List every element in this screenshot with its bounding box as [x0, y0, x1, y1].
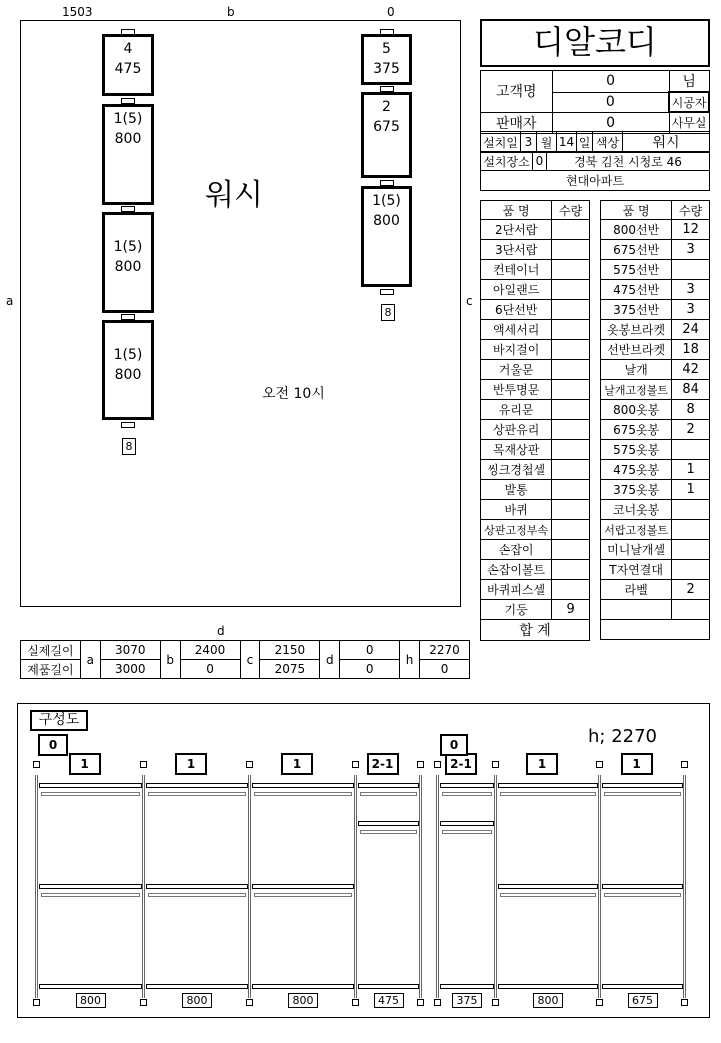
- part-qty[interactable]: [552, 520, 590, 540]
- width-label: 800: [182, 993, 212, 1008]
- part-qty[interactable]: 8: [672, 400, 710, 420]
- table-row: [601, 260, 710, 280]
- customer-value-2[interactable]: 0: [552, 92, 669, 112]
- unit-count: 1(5): [113, 111, 143, 127]
- actual-b[interactable]: 2400: [180, 641, 240, 660]
- post: [248, 775, 251, 998]
- closet-unit[interactable]: [361, 186, 412, 287]
- post-cap: [417, 999, 424, 1006]
- dim-key-h: h: [400, 641, 420, 679]
- table-row: [601, 320, 710, 340]
- post: [35, 775, 38, 998]
- width-label: 800: [76, 993, 106, 1008]
- closet-unit[interactable]: [102, 104, 154, 205]
- part-qty[interactable]: [552, 320, 590, 340]
- part-qty[interactable]: [552, 460, 590, 480]
- shelf: [440, 783, 494, 788]
- hanging-rod: [500, 792, 596, 796]
- part-name: 거울문: [481, 360, 552, 380]
- shelf: [498, 783, 598, 788]
- part-name: 375선반: [601, 300, 672, 320]
- post: [683, 775, 686, 998]
- top-left-dimension: 1503: [62, 5, 93, 19]
- part-name: 상판유리: [481, 420, 552, 440]
- shelf: [602, 783, 683, 788]
- hanging-rod: [360, 792, 417, 796]
- part-name: 475선반: [601, 280, 672, 300]
- table-row: [601, 380, 710, 400]
- honorific-label: 님: [669, 71, 709, 93]
- part-qty[interactable]: 2: [672, 580, 710, 600]
- table-row: [481, 360, 590, 380]
- part-qty[interactable]: [552, 380, 590, 400]
- unit-bubble: 1: [69, 753, 101, 775]
- measurement-table: [20, 640, 470, 679]
- customer-label: 고객명: [481, 71, 553, 113]
- unit-bubble: 1: [175, 753, 207, 775]
- total-empty: [601, 620, 710, 640]
- actual-a[interactable]: 3070: [100, 641, 160, 660]
- part-name: 목재상판: [481, 440, 552, 460]
- shelf: [498, 984, 598, 989]
- shelf: [146, 884, 248, 889]
- top-b-label: b: [227, 5, 235, 19]
- post-cap: [681, 761, 688, 768]
- parts-header: 수량: [672, 201, 710, 220]
- side-a-label: a: [6, 294, 14, 308]
- hanging-rod: [500, 893, 596, 897]
- dim-key-a: a: [80, 641, 100, 679]
- unit-bubble: 1: [281, 753, 313, 775]
- part-name: 씽크경첩셀: [481, 460, 552, 480]
- part-qty[interactable]: [552, 220, 590, 240]
- post-cap: [596, 761, 603, 768]
- shelf: [358, 984, 419, 989]
- product-h[interactable]: 0: [420, 660, 470, 679]
- table-row: [481, 500, 590, 520]
- unit-bubble: 2-1: [367, 753, 399, 775]
- post: [419, 775, 422, 998]
- part-qty[interactable]: [552, 340, 590, 360]
- part-qty[interactable]: [552, 560, 590, 580]
- part-name: 유리문: [481, 400, 552, 420]
- product-b[interactable]: 0: [180, 660, 240, 679]
- hanging-rod: [604, 792, 681, 796]
- post-cap: [492, 999, 499, 1006]
- dim-key-d: d: [320, 641, 340, 679]
- closet-unit[interactable]: [102, 212, 154, 313]
- shelf: [146, 783, 248, 788]
- unit-width: 800: [114, 367, 142, 383]
- part-name: 날개: [601, 360, 672, 380]
- part-qty[interactable]: [552, 440, 590, 460]
- post: [142, 775, 145, 998]
- part-name: 바퀴피스셀: [481, 580, 552, 600]
- part-name: 라벨: [601, 580, 672, 600]
- part-name: 기둥: [481, 600, 552, 620]
- hanging-rod: [148, 893, 246, 897]
- actual-d[interactable]: 0: [340, 641, 400, 660]
- post-cap: [352, 761, 359, 768]
- unit-width: 475: [114, 61, 142, 77]
- table-row: [481, 260, 590, 280]
- part-qty[interactable]: 1: [672, 480, 710, 500]
- unit-width: 800: [373, 213, 400, 229]
- table-row: [601, 500, 710, 520]
- table-row: [481, 480, 590, 500]
- unit-width: 375: [373, 61, 400, 77]
- part-qty[interactable]: [552, 260, 590, 280]
- corner-bubble: 0: [440, 734, 468, 756]
- part-qty[interactable]: [672, 260, 710, 280]
- part-name: 675옷봉: [601, 420, 672, 440]
- shelf: [252, 884, 354, 889]
- part-name: 선반브라켓: [601, 340, 672, 360]
- install-place-value[interactable]: 0: [533, 152, 547, 171]
- unit-count: 1(5): [113, 239, 143, 255]
- actual-h[interactable]: 2270: [420, 641, 470, 660]
- unit-count: 4: [123, 41, 133, 57]
- shelf: [602, 984, 683, 989]
- post-cap: [352, 999, 359, 1006]
- part-name: 액세서리: [481, 320, 552, 340]
- unit-bubble: 1: [526, 753, 558, 775]
- post-cap: [417, 761, 424, 768]
- part-qty[interactable]: [552, 500, 590, 520]
- post-cap: [681, 999, 688, 1006]
- part-name: 800선반: [601, 220, 672, 240]
- part-qty[interactable]: 12: [672, 220, 710, 240]
- table-row: [601, 560, 710, 580]
- part-name: 3단서랍: [481, 240, 552, 260]
- time-label: 오전 10시: [262, 386, 325, 402]
- post-cap: [434, 999, 441, 1006]
- part-qty[interactable]: [552, 420, 590, 440]
- post-cap: [434, 761, 441, 768]
- dim-key-b: b: [160, 641, 180, 679]
- post: [598, 775, 601, 998]
- install-place-label: 설치장소: [481, 152, 533, 171]
- shelf: [252, 984, 354, 989]
- hanging-rod: [41, 792, 140, 796]
- install-place-table: [480, 151, 710, 191]
- part-qty[interactable]: 18: [672, 340, 710, 360]
- part-name: 800옷봉: [601, 400, 672, 420]
- part-qty[interactable]: 2: [672, 420, 710, 440]
- table-row: [601, 400, 710, 420]
- post-cap: [246, 761, 253, 768]
- table-row: [481, 220, 590, 240]
- top-right-dimension: 0: [387, 5, 395, 19]
- shelf: [146, 984, 248, 989]
- shelf: [39, 783, 142, 788]
- unit-width: 800: [114, 259, 142, 275]
- part-name: 바지걸이: [481, 340, 552, 360]
- table-row: [601, 480, 710, 500]
- post-cap: [33, 761, 40, 768]
- post: [436, 775, 439, 998]
- table-row: [481, 240, 590, 260]
- part-name: 발통: [481, 480, 552, 500]
- part-name: T자연결대: [601, 560, 672, 580]
- part-qty[interactable]: [672, 520, 710, 540]
- actual-length-label: 실제길이: [21, 641, 81, 660]
- width-label: 475: [374, 993, 404, 1008]
- part-name: 6단선반: [481, 300, 552, 320]
- part-name: 미니날개셀: [601, 540, 672, 560]
- install-date-table: [480, 131, 710, 153]
- post-cap: [140, 999, 147, 1006]
- dim-key-c: c: [240, 641, 260, 679]
- customer-info-table: [480, 70, 710, 134]
- product-length-label: 제품길이: [21, 660, 81, 679]
- shelf: [39, 884, 142, 889]
- part-qty[interactable]: 3: [672, 240, 710, 260]
- hanging-rod: [41, 893, 140, 897]
- table-row: [481, 420, 590, 440]
- seller-value[interactable]: 0: [552, 112, 669, 133]
- shelf: [252, 783, 354, 788]
- shelf: [39, 984, 142, 989]
- part-name: 손잡이: [481, 540, 552, 560]
- part-name: 575옷봉: [601, 440, 672, 460]
- table-row: [481, 400, 590, 420]
- table-row: [601, 300, 710, 320]
- post-cap: [596, 999, 603, 1006]
- part-name: 475옷봉: [601, 460, 672, 480]
- shelf: [358, 821, 419, 826]
- table-row: [601, 280, 710, 300]
- hanging-rod: [148, 792, 246, 796]
- table-row: [601, 540, 710, 560]
- part-qty[interactable]: 84: [672, 380, 710, 400]
- table-row: [481, 580, 590, 600]
- table-row: [601, 220, 710, 240]
- unit-width: 800: [114, 131, 142, 147]
- unit-count: 1(5): [372, 193, 401, 209]
- post-cap: [33, 999, 40, 1006]
- unit-cap: [121, 422, 135, 428]
- table-row: [481, 560, 590, 580]
- post: [494, 775, 497, 998]
- table-row: [481, 340, 590, 360]
- part-name: [601, 600, 672, 620]
- unit-count: 1(5): [113, 347, 143, 363]
- table-row: [601, 460, 710, 480]
- part-qty[interactable]: [552, 540, 590, 560]
- apartment-value[interactable]: 현대아파트: [481, 171, 710, 191]
- actual-c[interactable]: 2150: [260, 641, 320, 660]
- table-row: [481, 520, 590, 540]
- table-row: [601, 420, 710, 440]
- day-value[interactable]: 14: [557, 132, 577, 153]
- table-row: [481, 460, 590, 480]
- table-row: [601, 600, 710, 620]
- part-qty[interactable]: [552, 480, 590, 500]
- part-name: 아일랜드: [481, 280, 552, 300]
- shelf: [440, 821, 494, 826]
- part-qty[interactable]: [552, 360, 590, 380]
- part-qty[interactable]: [552, 240, 590, 260]
- address-value[interactable]: 경북 김천 시청로 46: [547, 152, 710, 171]
- side-d-label: d: [217, 624, 225, 638]
- post-cap: [246, 999, 253, 1006]
- part-qty[interactable]: 9: [552, 600, 590, 620]
- product-c[interactable]: 2075: [260, 660, 320, 679]
- closet-unit[interactable]: [102, 320, 154, 420]
- color-label: 색상: [593, 132, 623, 153]
- part-name: 옷봉브라켓: [601, 320, 672, 340]
- table-row: [481, 280, 590, 300]
- room-color-label: 워시: [205, 178, 263, 213]
- table-row: [481, 300, 590, 320]
- part-qty[interactable]: [552, 300, 590, 320]
- part-qty[interactable]: [672, 540, 710, 560]
- table-row: [481, 320, 590, 340]
- table-row: [601, 340, 710, 360]
- part-qty[interactable]: [552, 280, 590, 300]
- table-row: [601, 520, 710, 540]
- seller-label: 판매자: [481, 112, 553, 133]
- composition-canvas[interactable]: [17, 703, 710, 1018]
- hanging-rod: [254, 893, 352, 897]
- closet-unit[interactable]: [102, 34, 154, 96]
- table-row: [481, 380, 590, 400]
- unit-count: 2: [382, 99, 391, 115]
- hanging-rod: [360, 830, 417, 834]
- shelf: [440, 984, 494, 989]
- part-qty[interactable]: 3: [672, 300, 710, 320]
- width-label: 800: [288, 993, 318, 1008]
- installer-label: 시공자: [669, 92, 709, 112]
- product-d[interactable]: 0: [340, 660, 400, 679]
- composition-title: 구성도: [30, 710, 88, 731]
- hanging-rod: [442, 792, 492, 796]
- post: [354, 775, 357, 998]
- hanging-rod: [254, 792, 352, 796]
- part-name: 코너옷봉: [601, 500, 672, 520]
- shelf: [602, 884, 683, 889]
- hanging-rod: [442, 830, 492, 834]
- month-label: 월: [537, 132, 557, 153]
- part-qty[interactable]: [672, 500, 710, 520]
- part-qty[interactable]: [552, 580, 590, 600]
- day-label: 일: [577, 132, 593, 153]
- part-name: 375옷봉: [601, 480, 672, 500]
- closet-unit[interactable]: [361, 34, 412, 85]
- parts-header: 품 명: [601, 201, 672, 220]
- part-qty[interactable]: [672, 560, 710, 580]
- part-name: 바퀴: [481, 500, 552, 520]
- hanging-rod: [604, 893, 681, 897]
- month-value[interactable]: 3: [521, 132, 537, 153]
- part-qty[interactable]: 42: [672, 360, 710, 380]
- install-date-label: 설치일: [481, 132, 521, 153]
- table-row: [601, 240, 710, 260]
- brand-box: 디알코디: [480, 19, 710, 67]
- part-name: 상판고정부속: [481, 520, 552, 540]
- height-text: h; 2270: [588, 726, 658, 747]
- post-cap: [492, 761, 499, 768]
- unit-bubble: 2-1: [445, 753, 477, 775]
- product-a[interactable]: 3000: [100, 660, 160, 679]
- shelf: [498, 884, 598, 889]
- part-qty[interactable]: 24: [672, 320, 710, 340]
- width-label: 800: [533, 993, 563, 1008]
- width-label: 675: [628, 993, 658, 1008]
- part-name: 675선반: [601, 240, 672, 260]
- part-name: 2단서랍: [481, 220, 552, 240]
- table-row: [481, 540, 590, 560]
- color-value[interactable]: 워시: [623, 132, 710, 153]
- table-row: [601, 440, 710, 460]
- pillar-tag: 8: [381, 304, 395, 321]
- parts-header: 품 명: [481, 201, 552, 220]
- unit-width: 675: [373, 119, 400, 135]
- total-label: 합 계: [481, 620, 590, 641]
- shelf: [358, 783, 419, 788]
- part-name: 서랍고정볼트: [601, 520, 672, 540]
- unit-count: 5: [382, 41, 391, 57]
- part-qty[interactable]: [672, 600, 710, 620]
- part-qty[interactable]: 1: [672, 460, 710, 480]
- closet-unit[interactable]: [361, 92, 412, 178]
- side-c-label: c: [466, 294, 473, 308]
- customer-value-1[interactable]: 0: [552, 71, 669, 93]
- table-row: [601, 580, 710, 600]
- part-name: 575선반: [601, 260, 672, 280]
- corner-bubble: 0: [38, 734, 68, 756]
- table-row: [601, 360, 710, 380]
- part-name: 반투명문: [481, 380, 552, 400]
- part-name: 컨테이너: [481, 260, 552, 280]
- part-name: 날개고정볼트: [601, 380, 672, 400]
- parts-table-right: [600, 200, 710, 640]
- pillar-tag: 8: [122, 438, 136, 455]
- unit-bubble: 1: [621, 753, 653, 775]
- parts-table-left: [480, 200, 590, 641]
- part-name: 손잡이볼트: [481, 560, 552, 580]
- post-cap: [140, 761, 147, 768]
- unit-cap: [380, 289, 394, 295]
- office-label: 사무실: [669, 112, 709, 133]
- part-qty[interactable]: [552, 400, 590, 420]
- table-row: [481, 600, 590, 620]
- table-row: [481, 440, 590, 460]
- parts-header: 수량: [552, 201, 590, 220]
- part-qty[interactable]: 3: [672, 280, 710, 300]
- width-label: 375: [452, 993, 482, 1008]
- part-qty[interactable]: [672, 440, 710, 460]
